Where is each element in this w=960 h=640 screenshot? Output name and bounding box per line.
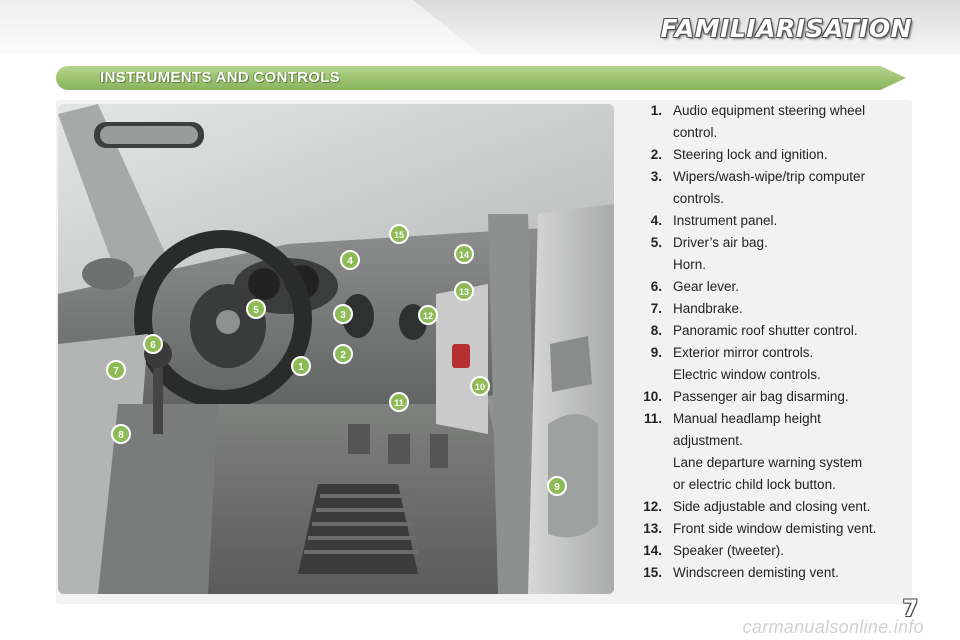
callout-1 [292,357,310,375]
legend-number: 13. [643,521,662,536]
callout-12 [419,306,437,324]
legend-number: 8. [650,323,662,338]
svg-text:11: 11 [394,398,404,408]
callout-7 [107,361,125,379]
legend-number: 1. [650,103,662,118]
legend-item-3 [628,166,912,210]
legend-number: 3. [650,169,662,184]
legend-item-12 [628,496,912,518]
callout-3 [334,305,352,323]
legend-text: Manual headlamp height adjustment. Lane departure warning system or electric child lock button. [673,411,863,492]
svg-text:15: 15 [393,230,405,240]
legend-text: Steering lock and ignition. [673,147,828,162]
svg-text:3: 3 [340,310,346,321]
legend-item-15 [628,562,912,584]
legend-number: 4. [650,213,662,228]
legend-number: 2. [650,147,662,162]
callout-14 [455,245,473,263]
svg-text:5: 5 [253,305,259,316]
chapter-title: FAMILIARISATION [660,14,912,43]
callout-2 [334,345,352,363]
legend-item-14 [628,540,912,562]
legend-number: 11. [643,411,662,426]
callout-11 [390,393,408,411]
legend-number: 15. [643,565,662,580]
legend-item-9 [628,342,912,386]
page-number: 7 [902,597,918,622]
legend-item-7 [628,298,912,320]
legend-number: 12. [643,499,662,514]
callout-markers [58,104,614,594]
header-band-highlight [0,0,480,54]
callout-10 [471,377,489,395]
svg-text:14: 14 [458,250,470,260]
legend-text: Passenger air bag disarming. [673,389,849,404]
legend-text: Instrument panel. [673,213,778,228]
legend-item-2 [628,144,912,166]
callout-8 [112,425,130,443]
svg-text:7: 7 [113,366,119,377]
legend-text: Audio equipment steering wheel control. [673,103,866,140]
callout-6 [144,335,162,353]
legend-text: Panoramic roof shutter control. [673,323,858,338]
legend-number: 14. [643,543,662,558]
callout-5 [247,300,265,318]
callout-4 [341,251,359,269]
section-title: INSTRUMENTS AND CONTROLS [100,69,340,86]
watermark: carmanualsonline.info [742,617,924,637]
callout-9 [548,477,566,495]
svg-text:10: 10 [474,382,486,392]
legend-text: Side adjustable and closing vent. [673,499,871,514]
cockpit-photo [58,104,614,594]
legend-number: 5. [650,235,662,250]
svg-text:12: 12 [422,311,434,321]
legend-item-6 [628,276,912,298]
legend-text: Front side window demisting vent. [673,521,877,536]
svg-text:9: 9 [554,482,560,493]
svg-text:8: 8 [118,430,124,441]
legend-text: Speaker (tweeter). [673,543,785,558]
legend-item-13 [628,518,912,540]
svg-text:4: 4 [347,256,353,267]
controls-legend [628,100,912,584]
legend-item-5 [628,232,912,276]
legend-number: 9. [650,345,662,360]
svg-text:13: 13 [458,287,470,297]
legend-number: 7. [650,301,662,316]
callout-13 [455,282,473,300]
svg-text:1: 1 [298,362,304,373]
legend-item-1 [628,100,912,144]
svg-text:2: 2 [340,350,346,361]
legend-text: Wipers/wash-wipe/trip computer controls. [673,169,866,206]
legend-text: Exterior mirror controls. Electric window controls. [673,345,821,382]
legend-number: 10. [643,389,662,404]
legend-item-4 [628,210,912,232]
legend-item-8 [628,320,912,342]
legend-text: Gear lever. [673,279,740,294]
legend-item-10 [628,386,912,408]
legend-text: Driver’s air bag. Horn. [673,235,768,272]
legend-text: Handbrake. [673,301,743,316]
svg-text:6: 6 [150,340,156,351]
callout-15 [390,225,408,243]
legend-number: 6. [650,279,662,294]
legend-item-11 [628,408,912,496]
legend-text: Windscreen demisting vent. [673,565,839,580]
